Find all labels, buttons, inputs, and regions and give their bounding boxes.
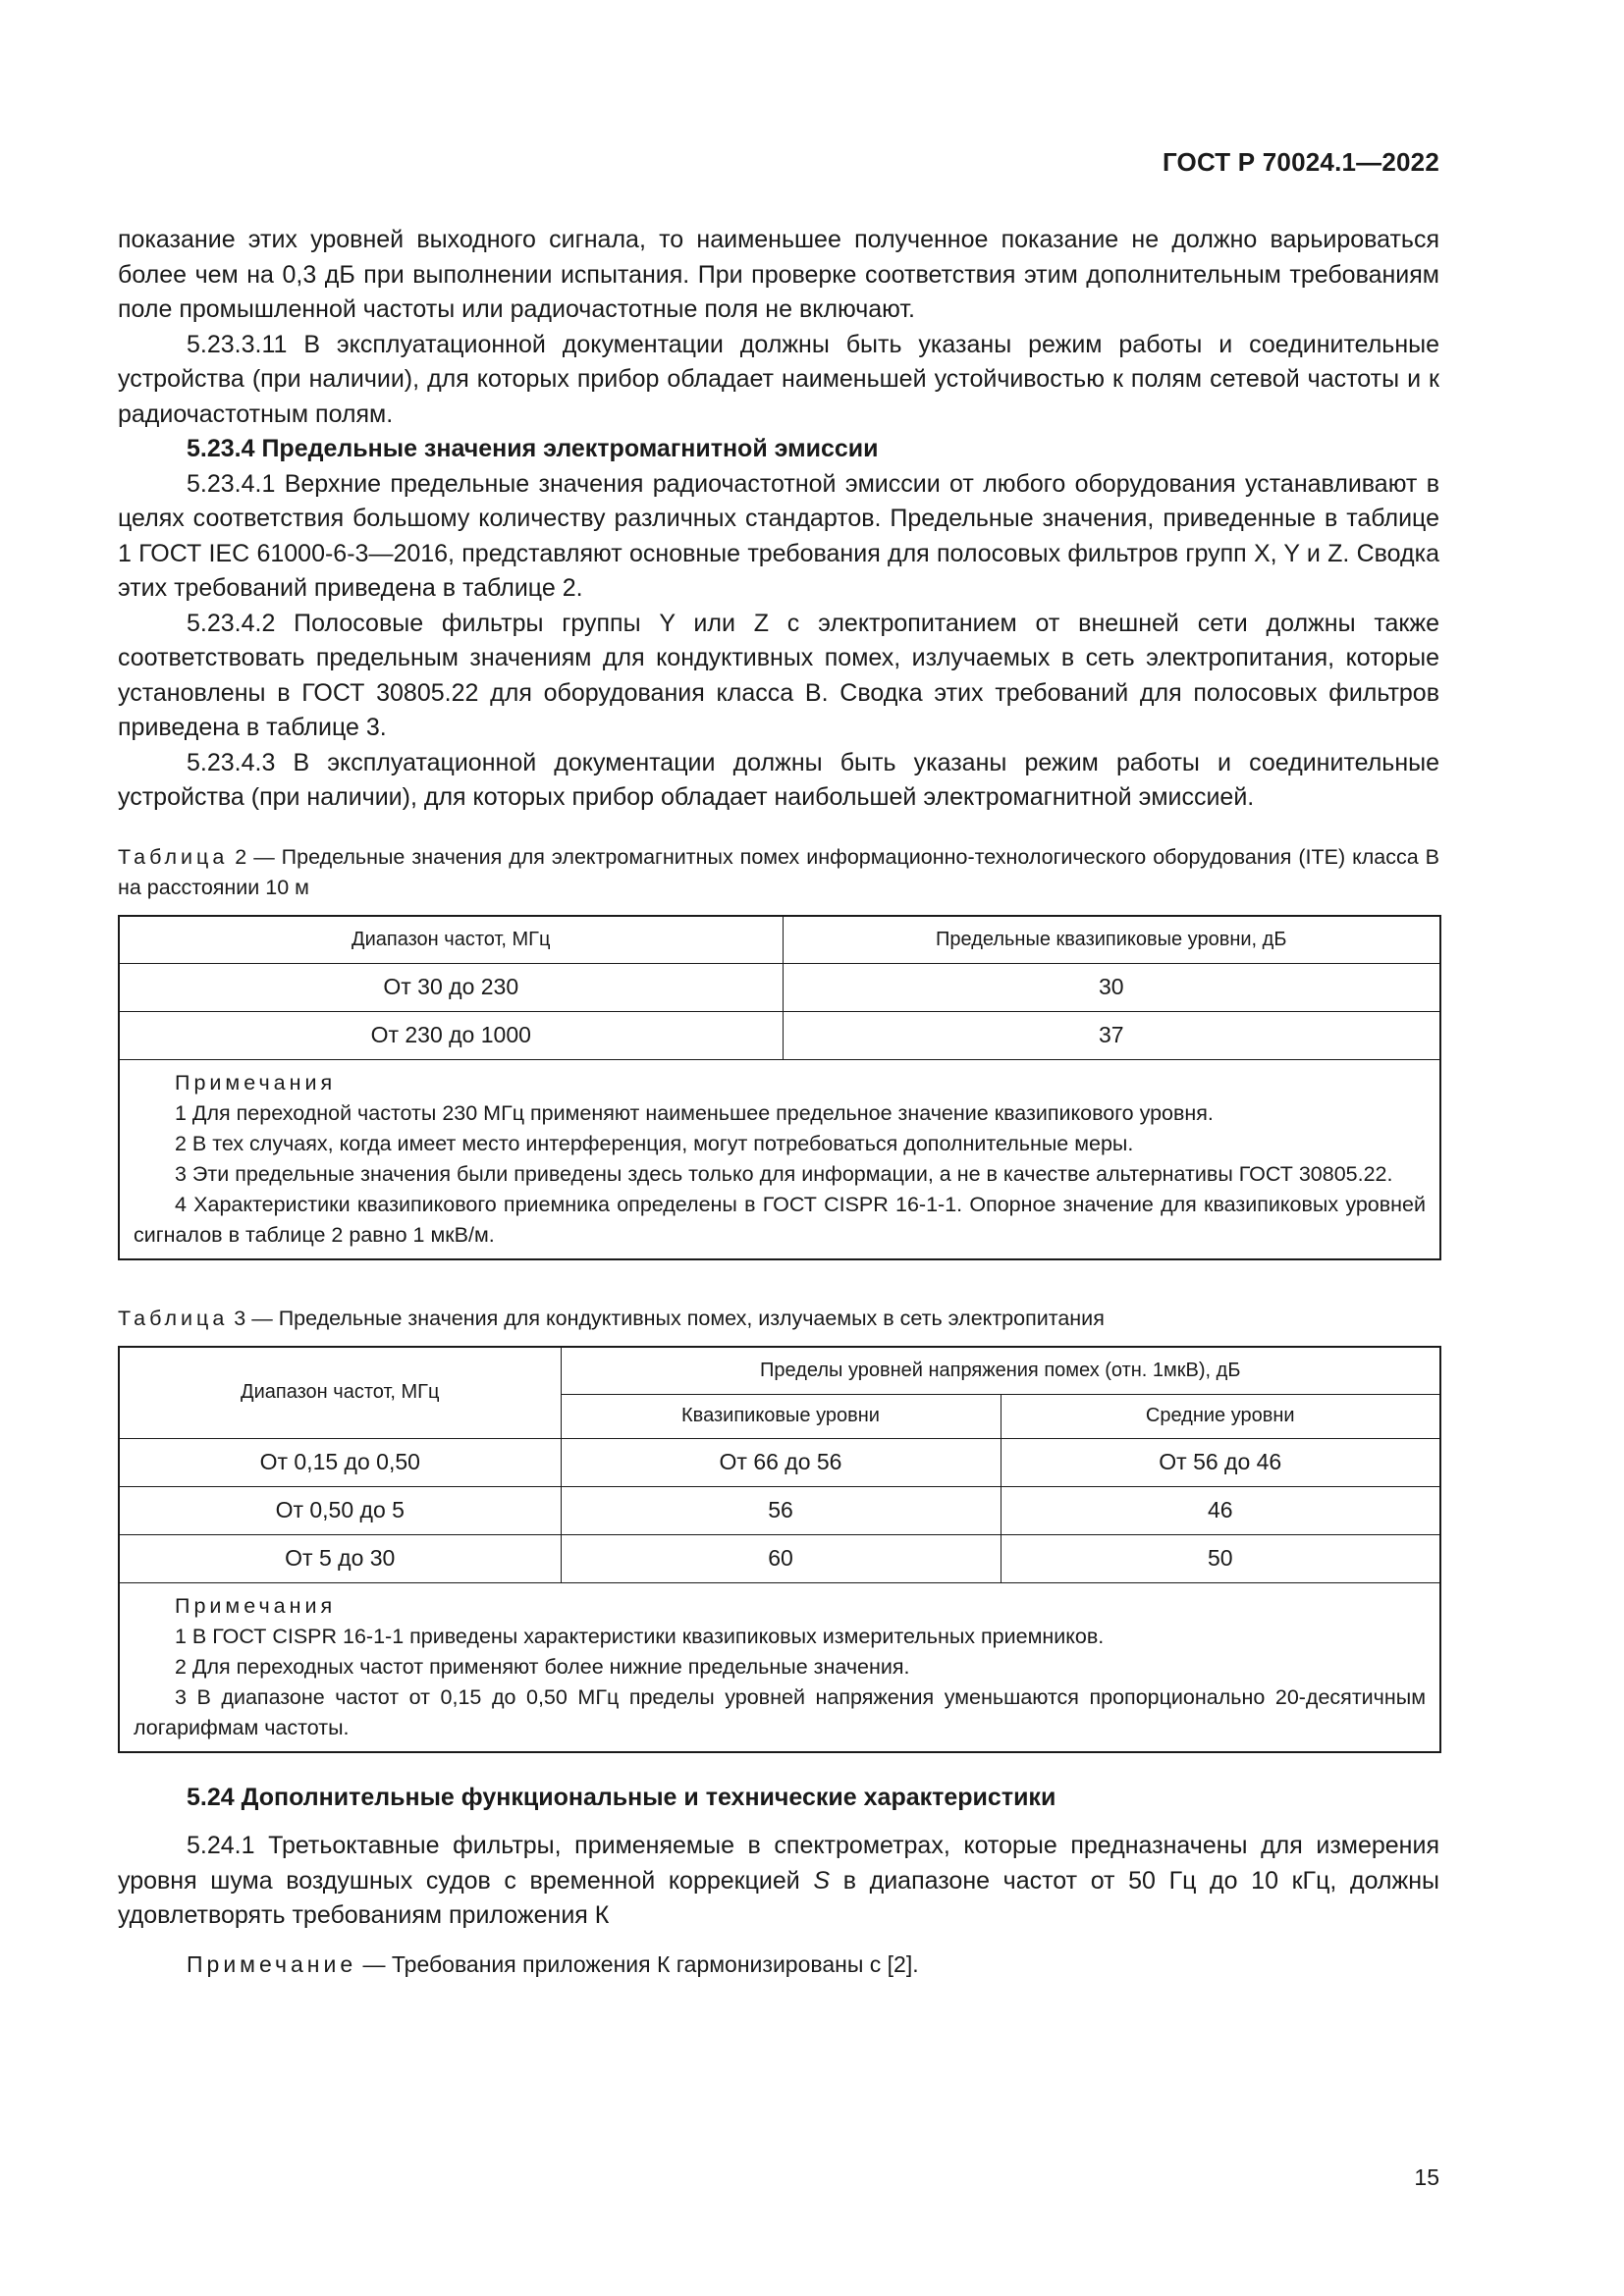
section-heading-5-23-4: 5.23.4 Предельные значения электромагнитной эмиссии [187, 435, 879, 462]
table3-cell-avg: 50 [1001, 1534, 1440, 1582]
table2-cell-freq: От 30 до 230 [119, 963, 783, 1011]
paragraph-5-24-1-italic: S [813, 1866, 831, 1895]
table3-cell-qp: От 66 до 56 [561, 1438, 1001, 1486]
page-number: 15 [1414, 2164, 1439, 2190]
table3-caption-text: 3 — Предельные значения для кондуктивных помех, излучаемых в сеть электропитания [234, 1306, 1105, 1330]
table3-note: 2 Для переходных частот применяют более нижние предельные значения. [175, 1654, 910, 1679]
paragraph-5-23-4-3: 5.23.4.3 В эксплуатационной документации должны быть указаны режим работы и соединительные устройства (при наличии), для которых прибор обладает наибольшей электромагнитной эмиссией. [118, 748, 1439, 811]
table3-header-avg: Средние уровни [1001, 1394, 1440, 1438]
section-5-24-note-text: — Требования приложения К гармонизированы с [2]. [356, 1950, 919, 1977]
table2-caption-label: Таблица [118, 844, 229, 869]
table-row [119, 963, 1440, 1011]
table3-notes [119, 1582, 1440, 1752]
table3-caption-label: Таблица [118, 1306, 229, 1330]
paragraph-5-23-4-2: 5.23.4.2 Полосовые фильтры группы Y или Z с электропитанием от внешней сети должны также соответствовать предельным значениям для кондуктивных помех, излучаемых в сеть электропитания, которые установлены в ГОСТ 30805.22 для оборудования класса B. Сводка этих требований для полосовых фильтров приведена в таблице 3. [118, 609, 1439, 741]
table2-header-freq: Диапазон частот, МГц [119, 916, 783, 964]
section-5-24-note [118, 1948, 1439, 1983]
table3-cell-qp: 60 [561, 1534, 1001, 1582]
table2-notes [119, 1059, 1440, 1259]
table3-cell-freq: От 0,15 до 0,50 [119, 1438, 561, 1486]
paragraph-5-24-1 [118, 1829, 1439, 1934]
table2-cell-limit: 30 [783, 963, 1440, 1011]
paragraph-5-23-3-11: 5.23.3.11 В эксплуатационной документации должны быть указаны режим работы и соединительные устройства (при наличии), для которых прибор обладает наименьшей устойчивостью к полям сетевой частоты и к радиочастотным полям. [118, 330, 1439, 428]
document-body [118, 223, 1439, 1982]
table3-cell-freq: От 0,50 до 5 [119, 1486, 561, 1534]
table3-note: 3 В диапазоне частот от 0,15 до 0,50 МГц пределы уровней напряжения уменьшаются пропорционально 20-десятичным логарифмам частоты. [134, 1684, 1426, 1739]
table2-note: 4 Характеристики квазипикового приемника определены в ГОСТ CISPR 16-1-1. Опорное значение для квазипиковых уровней сигналов в таблице 2 равно 1 мкВ/м. [134, 1192, 1426, 1247]
paragraph-5-23-4-1: 5.23.4.1 Верхние предельные значения радиочастотной эмиссии от любого оборудования устанавливают в целях соответствия большому количеству различных стандартов. Предельные значения, приведенные в таблице 1 ГОСТ IEC 61000-6-3—2016, представляют основные требования для полосовых фильтров групп X, Y и Z. Сводка этих требований приведена в таблице 2. [118, 469, 1439, 602]
paragraph-continuation: показание этих уровней выходного сигнала, то наименьшее полученное показание не должно варьироваться более чем на 0,3 дБ при выполнении испытания. При проверке соответствия этим дополнительным требованиям поле промышленной частоты или радиочастотные поля не включают. [118, 226, 1439, 323]
standard-code: ГОСТ Р 70024.1—2022 [1162, 147, 1439, 177]
document-page [118, 0, 1439, 2296]
table3-header-row [119, 1347, 1440, 1395]
table3-cell-qp: 56 [561, 1486, 1001, 1534]
table2-cell-limit: 37 [783, 1011, 1440, 1059]
table3-cell-freq: От 5 до 30 [119, 1534, 561, 1582]
table3-cell-avg: От 56 до 46 [1001, 1438, 1440, 1486]
table2-note: 3 Эти предельные значения были приведены здесь только для информации, а не в качестве альтернативы ГОСТ 30805.22. [175, 1161, 1393, 1186]
table3-notes-title: Примечания [175, 1593, 337, 1618]
table3-notes-row [119, 1582, 1440, 1752]
table-3 [118, 1346, 1441, 1753]
table3-cell-avg: 46 [1001, 1486, 1440, 1534]
table-row [119, 1486, 1440, 1534]
table2-cell-freq: От 230 до 1000 [119, 1011, 783, 1059]
table3-note: 1 В ГОСТ CISPR 16-1-1 приведены характеристики квазипиковых измерительных приемников. [175, 1624, 1105, 1648]
table-row [119, 1438, 1440, 1486]
table-2 [118, 915, 1441, 1260]
paragraph-5-24-1-text-b: в диапазоне частот от 50 Гц до 10 кГц, должны удовлетворять требованиям приложения К [118, 1866, 1440, 1929]
table3-header-group: Пределы уровней напряжения помех (отн. 1мкВ), дБ [561, 1347, 1440, 1395]
table-row [119, 1011, 1440, 1059]
table2-header-row [119, 916, 1440, 964]
table3-header-qp: Квазипиковые уровни [561, 1394, 1001, 1438]
paragraph-5-24-1-text-a: 5.24.1 Третьоктавные фильтры, применяемые в спектрометрах, которые предназначены для измерения уровня шума воздушных судов с временной коррекцией [118, 1832, 1439, 1895]
table-row [119, 1534, 1440, 1582]
table2-note: 1 Для переходной частоты 230 МГц применяют наименьшее предельное значение квазипикового уровня. [175, 1100, 1214, 1125]
table2-notes-title: Примечания [175, 1070, 337, 1095]
table2-caption-text: 2 — Предельные значения для электромагнитных помех информационно-технологического оборудования (ITE) класса B на расстоянии 10 м [118, 844, 1439, 899]
table3-header-freq: Диапазон частот, МГц [119, 1347, 561, 1439]
table2-note: 2 В тех случаях, когда имеет место интерференция, могут потребоваться дополнительные меры. [175, 1131, 1134, 1155]
table3-caption [118, 1304, 1439, 1334]
table2-notes-row [119, 1059, 1440, 1259]
table2-caption [118, 842, 1439, 903]
table2-header-limit: Предельные квазипиковые уровни, дБ [783, 916, 1440, 964]
section-5-24-note-label: Примечание [187, 1950, 357, 1977]
section-heading-5-24: 5.24 Дополнительные функциональные и технические характеристики [187, 1783, 1056, 1811]
